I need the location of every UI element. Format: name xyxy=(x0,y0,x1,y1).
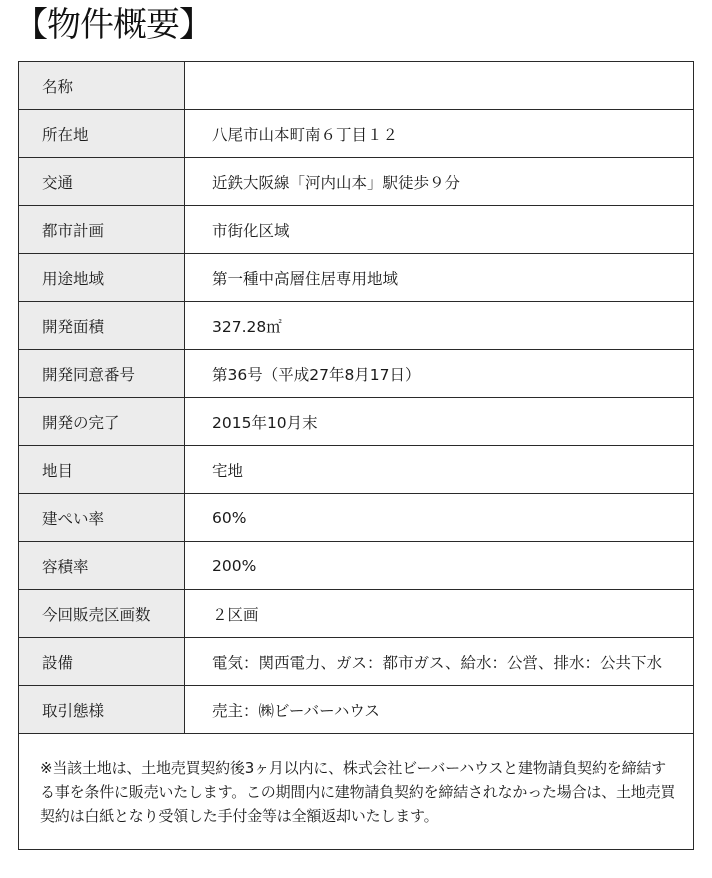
table-row-land-category xyxy=(19,446,694,494)
table-row-consent-number xyxy=(19,350,694,398)
row-value-building-coverage: 60% xyxy=(185,494,694,542)
table-row-city-planning xyxy=(19,206,694,254)
row-value-lots-for-sale: ２区画 xyxy=(185,590,694,638)
row-label-access: 交通 xyxy=(19,158,185,206)
row-value-completion: 2015年10月末 xyxy=(185,398,694,446)
row-label-completion: 開発の完了 xyxy=(19,398,185,446)
page-title: 【物件概要】 xyxy=(14,5,212,45)
row-label-zoning: 用途地域 xyxy=(19,254,185,302)
row-value-city-planning: 市街化区域 xyxy=(185,206,694,254)
table-row-completion xyxy=(19,398,694,446)
table-row-access xyxy=(19,158,694,206)
table-row-zoning xyxy=(19,254,694,302)
row-label-development-area: 開発面積 xyxy=(19,302,185,350)
property-overview-table xyxy=(18,61,694,850)
table-row-lots-for-sale xyxy=(19,590,694,638)
row-value-development-area: 327.28㎡ xyxy=(185,302,694,350)
row-label-name: 名称 xyxy=(19,62,185,110)
table-row-note xyxy=(19,734,694,850)
row-label-facilities: 設備 xyxy=(19,638,185,686)
table-row-name xyxy=(19,62,694,110)
row-label-city-planning: 都市計画 xyxy=(19,206,185,254)
row-value-zoning: 第一種中高層住居専用地域 xyxy=(185,254,694,302)
row-value-name xyxy=(185,62,694,110)
table-row-floor-area-ratio xyxy=(19,542,694,590)
row-value-access: 近鉄大阪線「河内山本」駅徒歩９分 xyxy=(185,158,694,206)
row-value-transaction-type: 売主：㈱ビーバーハウス xyxy=(185,686,694,734)
table-row-transaction-type xyxy=(19,686,694,734)
row-label-consent-number: 開発同意番号 xyxy=(19,350,185,398)
row-label-floor-area-ratio: 容積率 xyxy=(19,542,185,590)
row-label-lots-for-sale: 今回販売区画数 xyxy=(19,590,185,638)
row-value-consent-number: 第36号（平成27年8月17日） xyxy=(185,350,694,398)
row-value-location: 八尾市山本町南６丁目１２ xyxy=(185,110,694,158)
note-text: ※当該土地は、土地売買契約後3ヶ月以内に、株式会社ビーバーハウスと建物請負契約を締結する事を条件に販売いたします。この期間内に建物請負契約を締結されなかった場合は、土地売買契約は白紙となり受領した手付金等は全額返却いたします。 xyxy=(19,734,694,850)
table-row-location xyxy=(19,110,694,158)
table-row-development-area xyxy=(19,302,694,350)
row-value-facilities: 電気：関西電力、ガス：都市ガス、給水：公営、排水：公共下水 xyxy=(185,638,694,686)
table-row-facilities xyxy=(19,638,694,686)
row-label-transaction-type: 取引態様 xyxy=(19,686,185,734)
row-label-building-coverage: 建ぺい率 xyxy=(19,494,185,542)
row-value-land-category: 宅地 xyxy=(185,446,694,494)
table-row-building-coverage xyxy=(19,494,694,542)
row-label-location: 所在地 xyxy=(19,110,185,158)
row-label-land-category: 地目 xyxy=(19,446,185,494)
row-value-floor-area-ratio: 200% xyxy=(185,542,694,590)
